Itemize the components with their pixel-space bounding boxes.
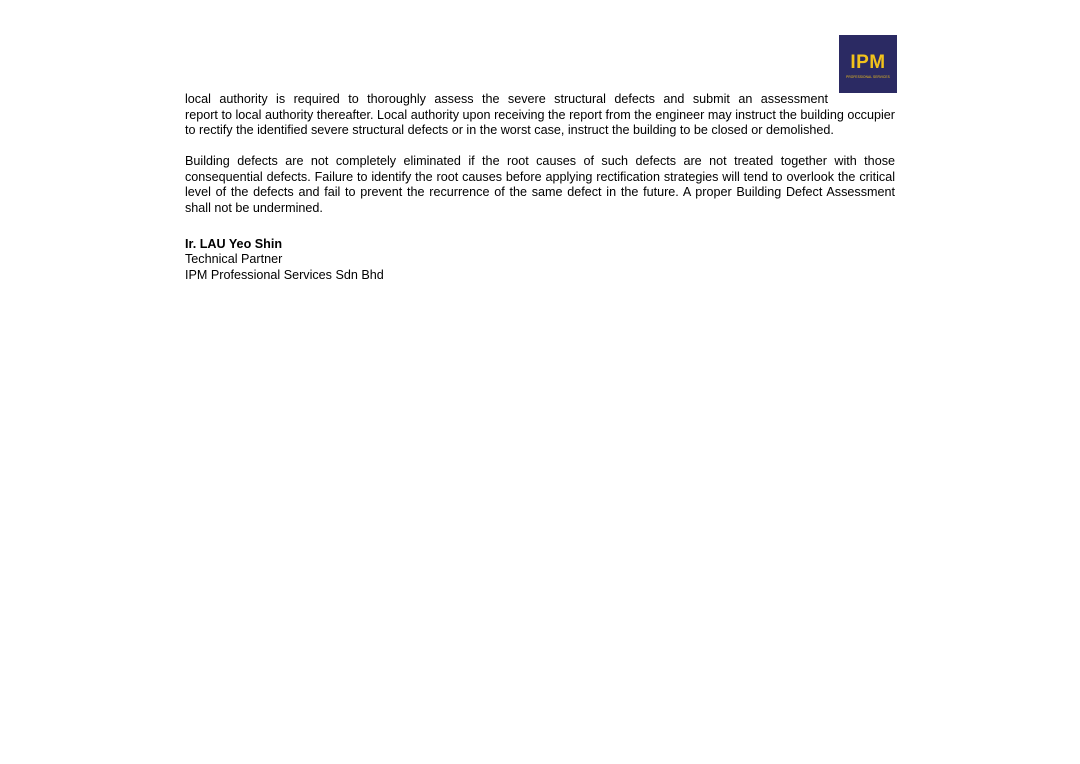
paragraph-1 xyxy=(185,92,895,139)
company-logo xyxy=(839,35,897,93)
paragraph-1-rest: report to local authority thereafter. Local authority upon receiving the report from the engineer may instruct the building occupier to rectify the identified severe structural defects or in the worst case, instruct the building to be closed or demolished. xyxy=(185,107,895,138)
signatory-title: Technical Partner xyxy=(185,252,283,267)
signature-block xyxy=(185,237,895,284)
paragraph-2: Building defects are not completely eliminated if the root causes of such defects are not treated together with those consequential defects. Failure to identify the root causes before applying rectification strategies will tend to overlook the critical level of the defects and fail to prevent the recurrence of the same defect in the future. A proper Building Defect Assessment shall not be undermined. xyxy=(185,154,895,216)
paragraph-1-first-line: local authority is required to thoroughly assess the severe structural defects and submit an assessment xyxy=(185,92,828,106)
signatory-company: IPM Professional Services Sdn Bhd xyxy=(185,267,384,282)
signatory-name: Ir. LAU Yeo Shin xyxy=(185,236,283,251)
logo-subtitle: PROFESSIONAL SERVICES xyxy=(846,74,890,79)
logo-mark: IPM xyxy=(850,51,886,73)
document-body xyxy=(185,92,895,283)
